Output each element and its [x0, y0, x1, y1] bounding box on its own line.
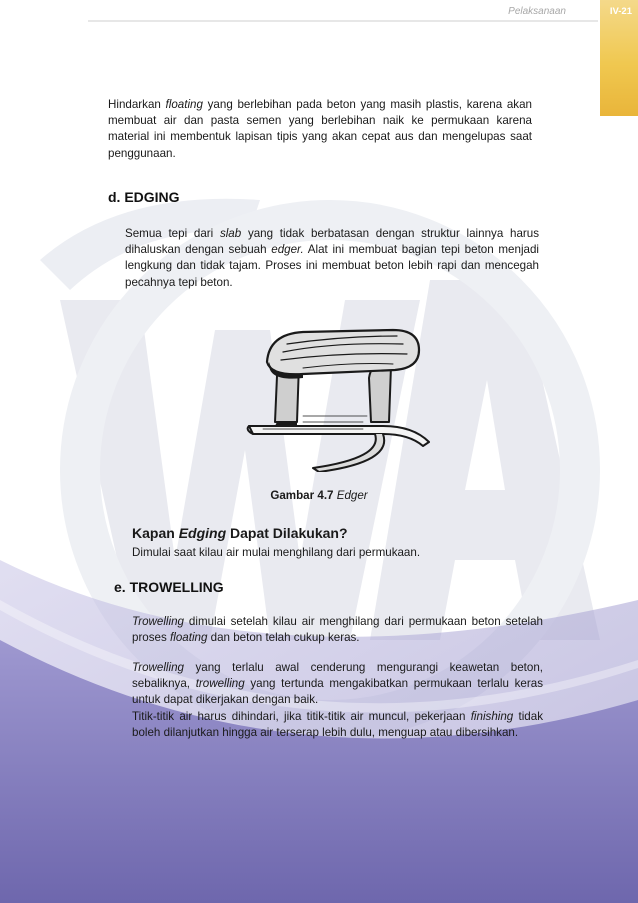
edging-paragraph: Semua tepi dari slab yang tidak berbatasan dengan struktur lainnya harus dihaluskan dengan sebuah edger. Alat ini membuat bagian tepi beton menjadi lengkung dan tidak tajam. Proses ini membuat beton lebih rapi dan mencegah pecahnya tepi beton.: [125, 227, 539, 289]
page-number: IV-21: [609, 6, 632, 17]
trowelling-paragraph-1: Trowelling dimulai setelah kilau air menghilang dari permukaan beton setelah proses floating dan beton telah cukup keras.: [132, 615, 543, 645]
edger-illustration: [243, 322, 439, 472]
edging-question: Kapan Edging Dapat Dilakukan?: [132, 525, 348, 541]
intro-paragraph: Hindarkan floating yang berlebihan pada beton yang masih plastis, karena akan membuat air dan pasta semen yang berlebihan naik ke permukaan karena material ini membentuk lapisan tipis yang akan cepat aus dan mengelupas saat penggunaan.: [108, 98, 532, 160]
figure-caption: Gambar 4.7 Edger: [270, 489, 368, 502]
trowelling-paragraph-2: Trowelling yang terlalu awal cenderung mengurangi keawetan beton, sebaliknya, trowelling yang tertunda mengakibatkan permukaan terlalu keras untuk dapat dikerjakan dengan baik.: [132, 661, 543, 707]
trowelling-paragraph-3: Titik-titik air harus dihindari, jika titik-titik air muncul, pekerjaan finishing tidak boleh dilanjutkan hingga air terserap lebih dulu, menguap atau dibersihkan.: [132, 710, 543, 740]
edging-answer: Dimulai saat kilau air mulai menghilang dari permukaan.: [132, 546, 421, 559]
edging-heading: d. EDGING: [108, 189, 180, 205]
trowelling-heading: e. TROWELLING: [114, 579, 224, 595]
header-section-title: Pelaksanaan: [508, 6, 566, 17]
